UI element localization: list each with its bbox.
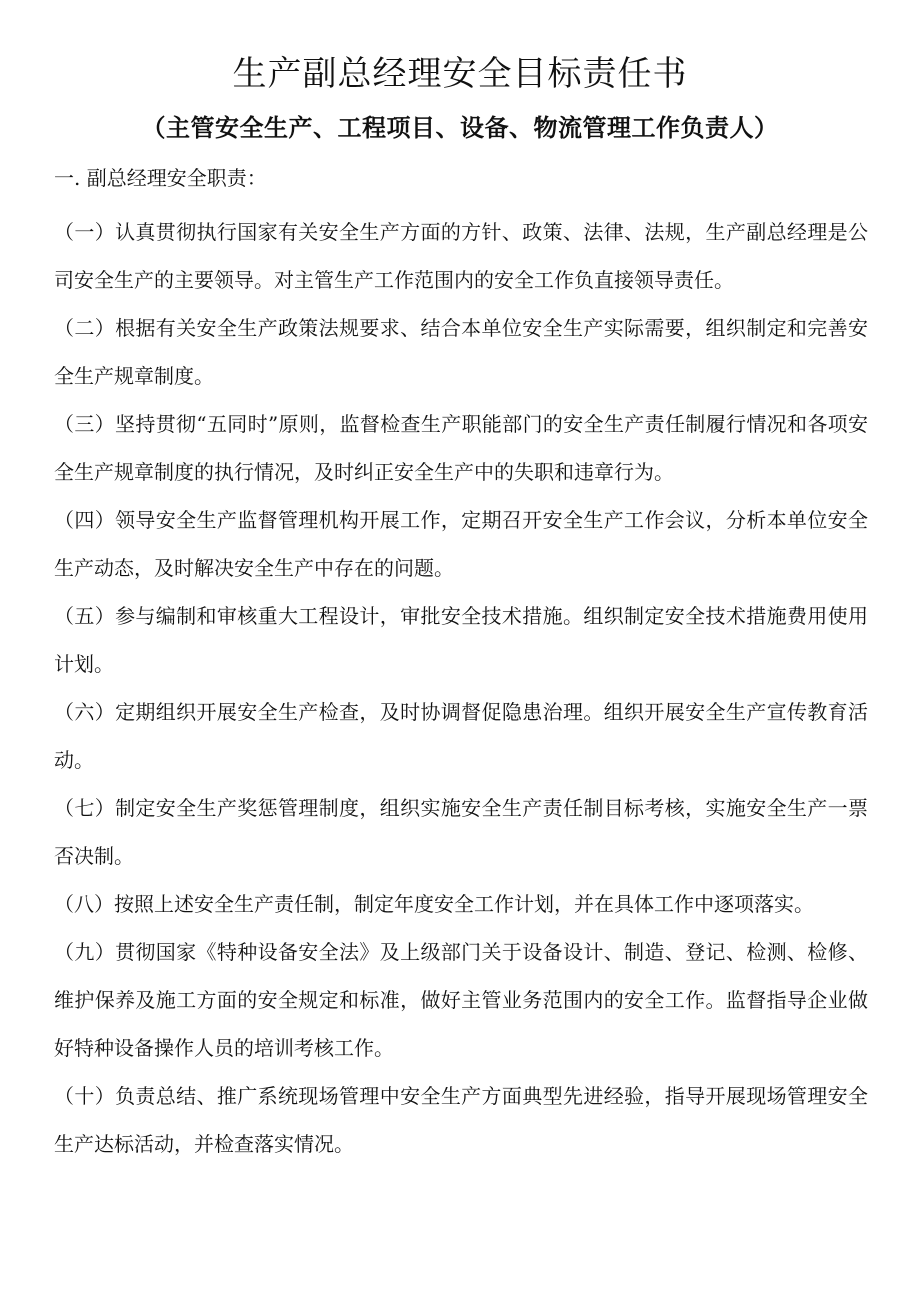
duty-item-9 — [54, 928, 868, 1072]
section-heading: 一. 副总经理安全职责： — [54, 166, 267, 190]
duty-item-3 — [54, 400, 868, 496]
duty-item-4 — [54, 496, 868, 592]
duty-number: （二） — [54, 316, 116, 340]
duty-number: （九） — [54, 940, 116, 964]
duty-number: （七） — [54, 796, 116, 820]
duty-text: 定期组织开展安全生产检查，及时协调督促隐患治理。组织开展安全生产宣传教育活动。 — [54, 700, 869, 772]
duty-text: 贯彻国家《特种设备安全法》及上级部门关于设备设计、制造、登记、检测、检修、维护保养及施工方面的安全规定和标准，做好主管业务范围内的安全工作。监督指导企业做好特种设备操作人员的培训考核工作。 — [54, 940, 869, 1060]
duty-item-1 — [54, 208, 868, 304]
duty-list — [54, 208, 868, 1168]
duty-number: （四） — [54, 508, 116, 532]
duty-text: 根据有关安全生产政策法规要求、结合本单位安全生产实际需要，组织制定和完善安全生产规章制度。 — [54, 316, 869, 388]
duty-number: （一） — [54, 220, 116, 244]
duty-text: 认真贯彻执行国家有关安全生产方面的方针、政策、法律、法规，生产副总经理是公司安全生产的主要领导。对主管生产工作范围内的安全工作负直接领导责任。 — [54, 220, 869, 292]
duty-number: （八） — [54, 892, 114, 916]
document-title: 生产副总经理安全目标责任书 — [232, 54, 688, 94]
duty-text: 参与编制和审核重大工程设计，审批安全技术措施。组织制定安全技术措施费用使用计划。 — [54, 604, 869, 676]
duty-text: 负责总结、推广系统现场管理中安全生产方面典型先进经验，指导开展现场管理安全生产达标活动，并检查落实情况。 — [54, 1084, 869, 1156]
duty-item-10 — [54, 1072, 868, 1168]
duty-item-6 — [54, 688, 868, 784]
duty-number: （三） — [54, 412, 116, 436]
duty-text: 坚持贯彻“五同时”原则，监督检查生产职能部门的安全生产责任制履行情况和各项安全生产规章制度的执行情况，及时纠正安全生产中的失职和违章行为。 — [54, 412, 869, 484]
duty-item-8 — [54, 880, 868, 928]
duty-number: （十） — [54, 1084, 116, 1108]
duty-text: 制定安全生产奖惩管理制度，组织实施安全生产责任制目标考核，实施安全生产一票否决制。 — [54, 796, 869, 868]
duty-text: 按照上述安全生产责任制，制定年度安全工作计划，并在具体工作中逐项落实。 — [114, 892, 814, 916]
duty-number: （六） — [54, 700, 116, 724]
duty-item-2 — [54, 304, 868, 400]
duty-item-7 — [54, 784, 868, 880]
duty-number: （五） — [54, 604, 116, 628]
duty-item-5 — [54, 592, 868, 688]
document-subtitle: （主管安全生产、工程项目、设备、物流管理工作负责人） — [141, 113, 779, 142]
duty-text: 领导安全生产监督管理机构开展工作，定期召开安全生产工作会议，分析本单位安全生产动态，及时解决安全生产中存在的问题。 — [54, 508, 869, 580]
